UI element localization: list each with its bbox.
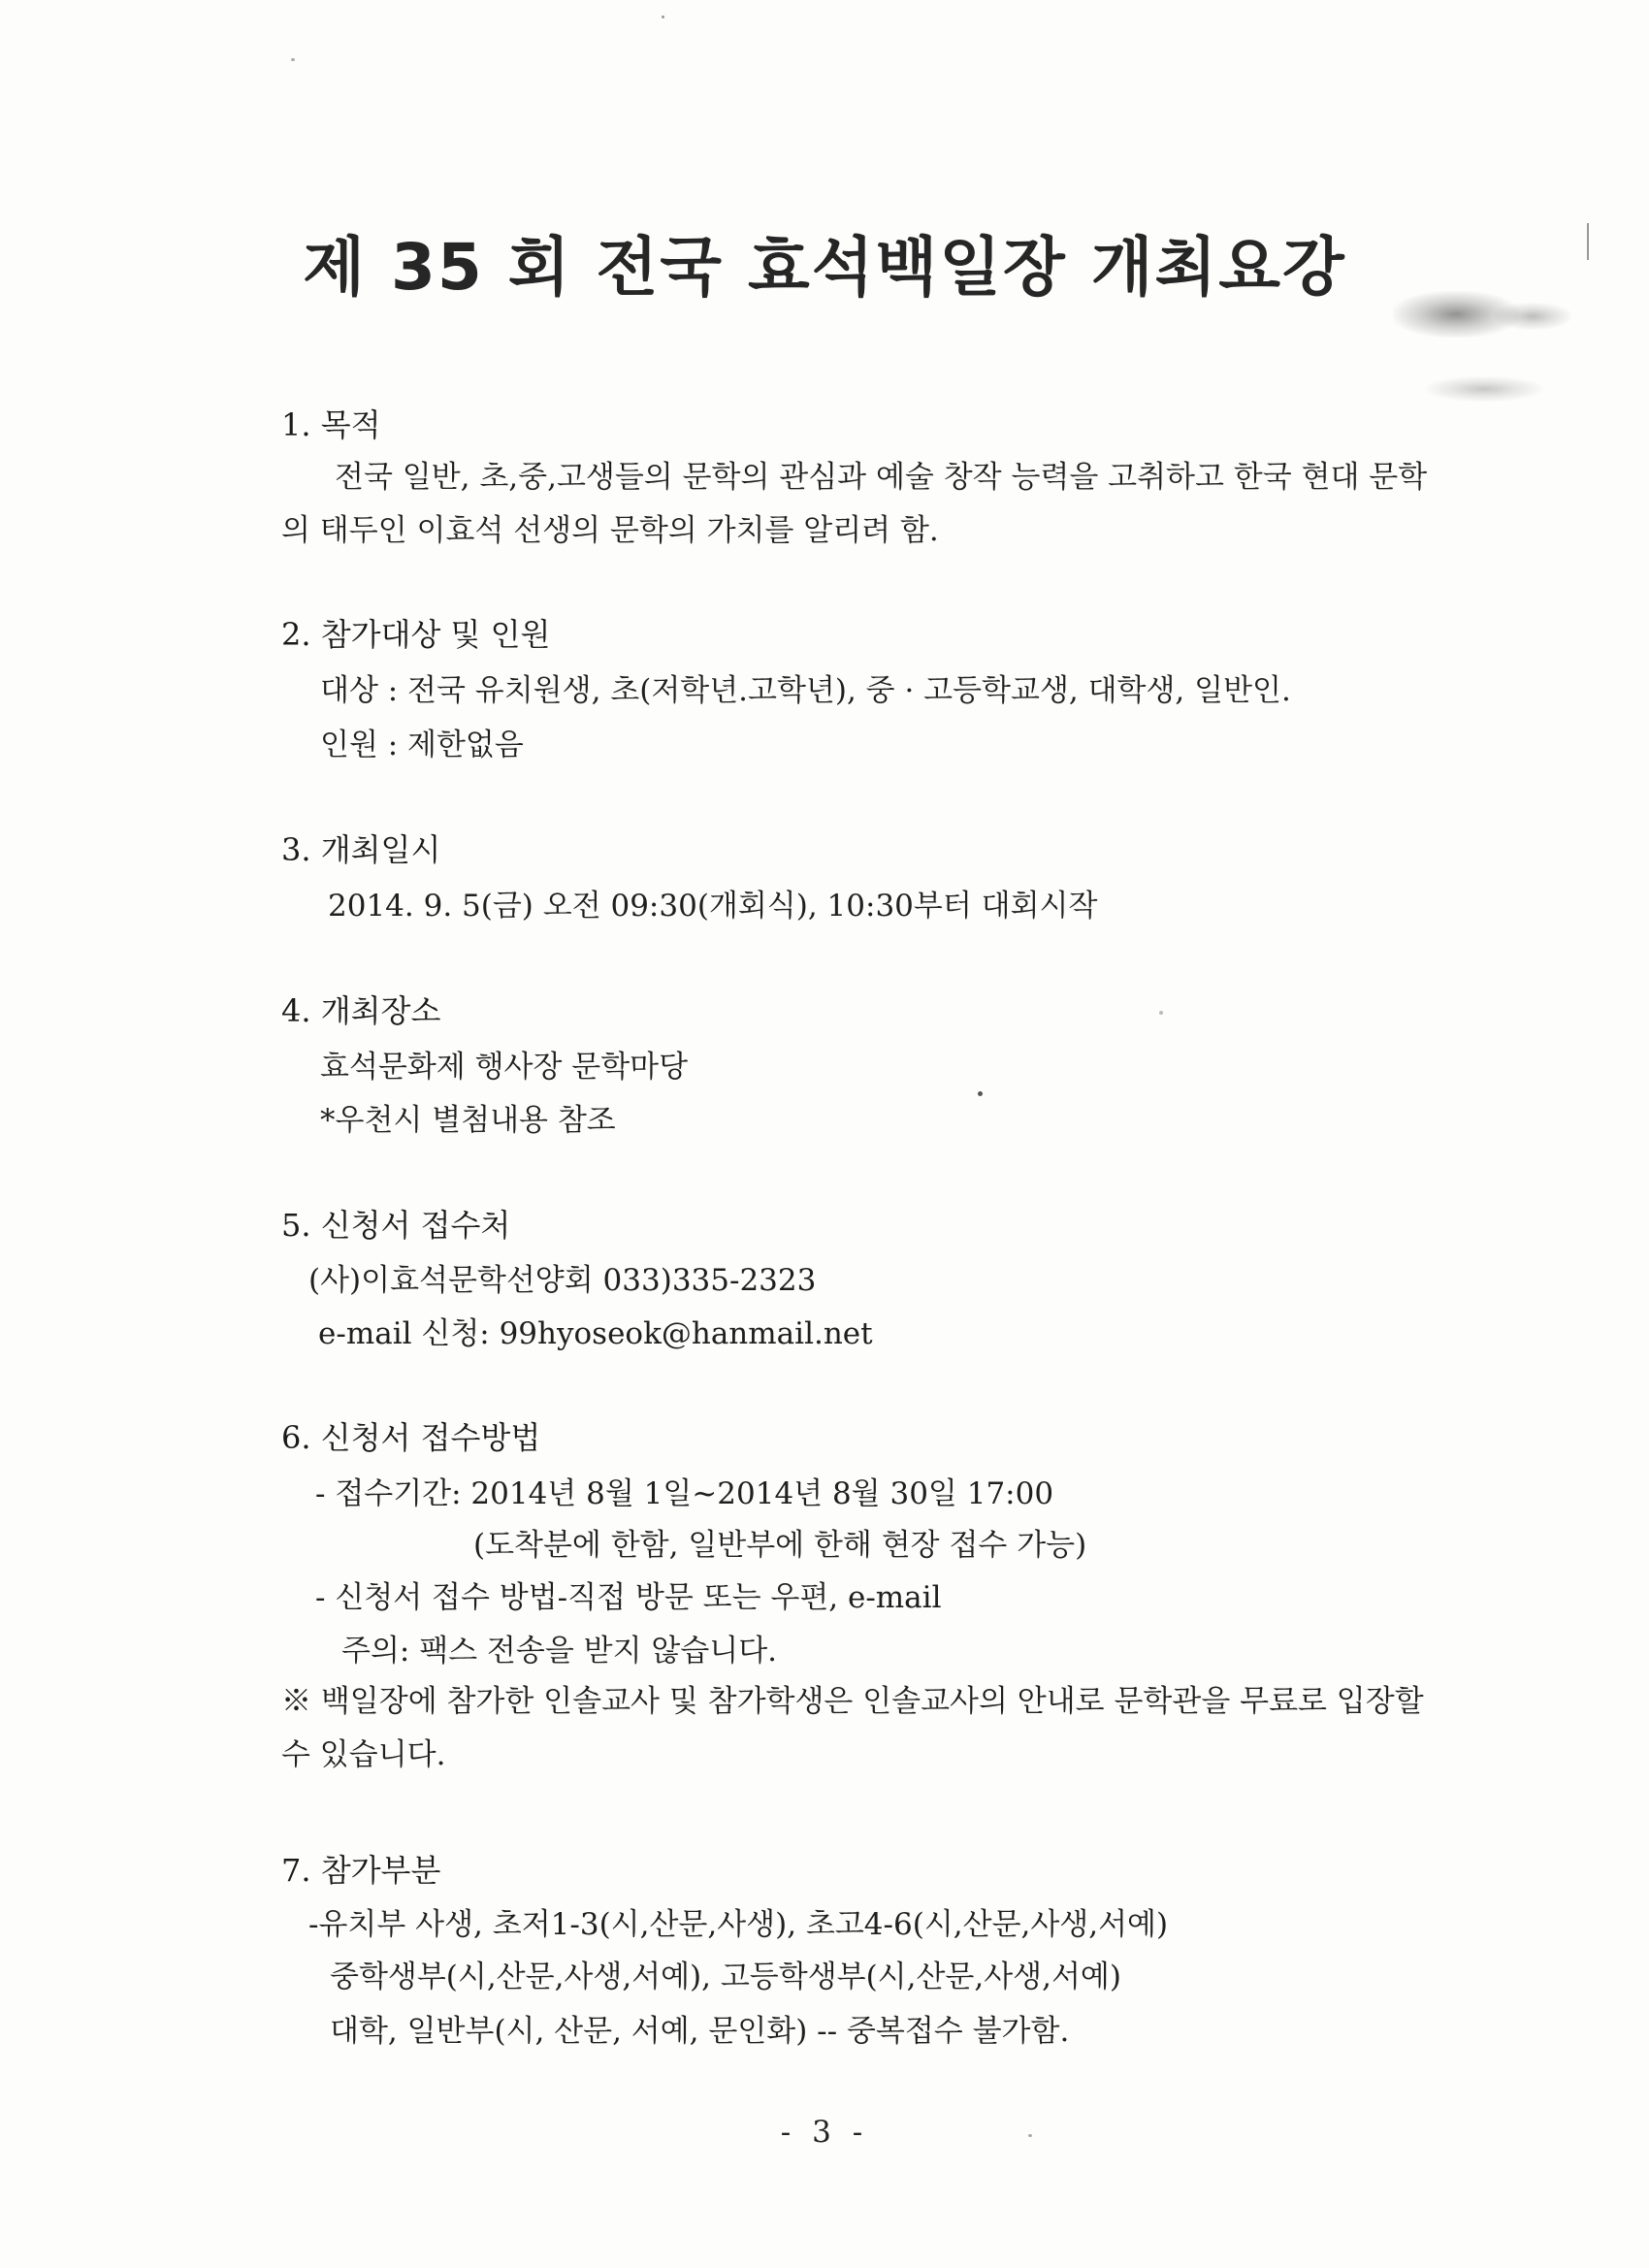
- section-heading-venue: 4. 개최장소: [281, 992, 441, 1029]
- scan-smudge: [1426, 376, 1542, 402]
- section-text: 대학, 일반부(시, 산문, 서예, 문인화) -- 중복접수 불가함.: [330, 2014, 1070, 2049]
- scan-speck: [662, 16, 664, 18]
- section-text: 인원 : 제한없음: [320, 728, 524, 762]
- section-heading-purpose: 1. 목적: [281, 406, 381, 443]
- section-heading-submission-office: 5. 신청서 접수처: [281, 1207, 511, 1244]
- section-text: 주의: 팩스 전송을 받지 않습니다.: [341, 1634, 778, 1669]
- section-text: - 접수기간: 2014년 8월 1일~2014년 8월 30일 17:00: [315, 1476, 1054, 1511]
- section-note: 수 있습니다.: [281, 1737, 446, 1772]
- section-text: 전국 일반, 초,중,고생들의 문학의 관심과 예술 창작 능력을 고취하고 한국 현대 문학: [335, 460, 1428, 495]
- section-text: (사)이효석문학선양회 033)335-2323: [308, 1263, 817, 1298]
- section-heading-participants: 2. 참가대상 및 인원: [281, 616, 551, 653]
- section-heading-categories: 7. 참가부분: [281, 1852, 441, 1889]
- section-text: -유치부 사생, 초저1-3(시,산문,사생), 초고4-6(시,산문,사생,서예): [308, 1907, 1169, 1942]
- section-heading-submission-method: 6. 신청서 접수방법: [281, 1419, 541, 1456]
- section-text: e-mail 신청: 99hyoseok@hanmail.net: [318, 1316, 873, 1351]
- section-text: 대상 : 전국 유치원생, 초(저학년.고학년), 중 · 고등학교생, 대학생, 일반인.: [320, 673, 1291, 708]
- scan-speck: [1159, 1011, 1163, 1015]
- page-number: - 3 -: [780, 2115, 869, 2150]
- section-text: 효석문화제 행사장 문학마당: [320, 1050, 689, 1085]
- section-note: ※ 백일장에 참가한 인솔교사 및 참가학생은 인솔교사의 안내로 문학관을 무료로 입장할: [281, 1684, 1424, 1719]
- section-text: *우천시 별첨내용 참조: [320, 1103, 616, 1138]
- section-heading-date: 3. 개최일시: [281, 831, 441, 868]
- section-text: 2014. 9. 5(금) 오전 09:30(개회식), 10:30부터 대회시작: [328, 889, 1098, 923]
- scan-speck: [978, 1091, 983, 1096]
- section-text: 의 태두인 이효석 선생의 문학의 가치를 알리려 함.: [281, 513, 939, 548]
- document-title: 제 35 회 전국 효석백일장 개최요강: [303, 230, 1346, 305]
- section-text: 중학생부(시,산문,사생,서예), 고등학생부(시,산문,사생,서예): [330, 1960, 1121, 1994]
- section-text: (도착분에 한함, 일반부에 한해 현장 접수 가능): [473, 1528, 1087, 1563]
- scan-speck: [291, 58, 295, 61]
- section-text: - 신청서 접수 방법-직접 방문 또는 우편, e-mail: [315, 1580, 942, 1615]
